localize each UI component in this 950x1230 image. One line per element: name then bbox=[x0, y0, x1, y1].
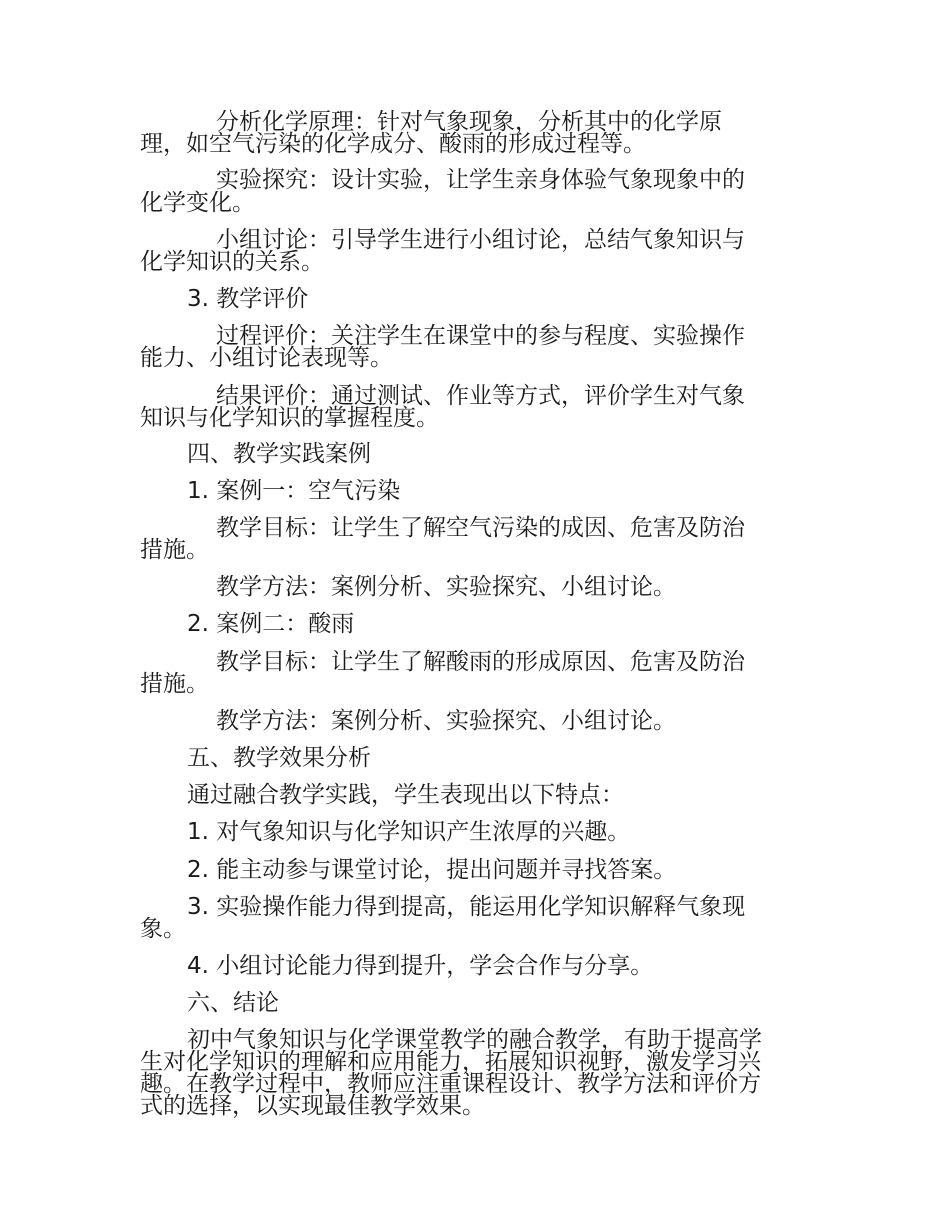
list-item: 1. 对气象知识与化学知识产生浓厚的兴趣。 bbox=[187, 819, 631, 845]
text-line: 知识与化学知识的掌握程度。 bbox=[140, 405, 439, 431]
text-line: 教学目标：让学生了解酸雨的形成原因、危害及防治 bbox=[216, 649, 745, 675]
list-item: 3. 实验操作能力得到提高，能运用化学知识解释气象现 bbox=[187, 894, 746, 920]
text-line: 生对化学知识的理解和应用能力，拓展知识视野，激发学习兴 bbox=[140, 1049, 761, 1075]
text-line: 结果评价：通过测试、作业等方式，评价学生对气象 bbox=[216, 383, 745, 409]
list-item: 4. 小组讨论能力得到提升，学会合作与分享。 bbox=[187, 953, 654, 979]
section-heading: 五、教学效果分析 bbox=[187, 745, 371, 771]
text-line: 通过融合教学实践，学生表现出以下特点： bbox=[187, 782, 624, 808]
text-line: 措施。 bbox=[140, 671, 209, 697]
text-line: 能力、小组讨论表现等。 bbox=[140, 345, 393, 371]
list-heading: 2. 案例二：酸雨 bbox=[187, 611, 355, 637]
text-line: 教学方法：案例分析、实验探究、小组讨论。 bbox=[216, 708, 676, 734]
text-line: 分析化学原理：针对气象现象，分析其中的化学原 bbox=[216, 109, 722, 135]
text-line: 化学变化。 bbox=[140, 190, 255, 216]
text-line: 过程评价：关注学生在课堂中的参与程度、实验操作 bbox=[216, 323, 745, 349]
section-heading: 四、教学实践案例 bbox=[187, 441, 371, 467]
list-heading: 1. 案例一：空气污染 bbox=[187, 478, 401, 504]
text-line: 式的选择，以实现最佳教学效果。 bbox=[140, 1093, 485, 1119]
list-item: 2. 能主动参与课堂讨论，提出问题并寻找答案。 bbox=[187, 857, 677, 883]
text-line: 教学目标：让学生了解空气污染的成因、危害及防治 bbox=[216, 515, 745, 541]
text-line: 化学知识的关系。 bbox=[140, 249, 324, 275]
text-line: 措施。 bbox=[140, 537, 209, 563]
text-line: 初中气象知识与化学课堂教学的融合教学，有助于提高学 bbox=[187, 1027, 762, 1053]
section-heading: 六、结论 bbox=[187, 990, 279, 1016]
text-line: 教学方法：案例分析、实验探究、小组讨论。 bbox=[216, 574, 676, 600]
text-line: 趣。在教学过程中，教师应注重课程设计、教学方法和评价方 bbox=[140, 1071, 761, 1097]
text-line: 实验探究：设计实验，让学生亲身体验气象现象中的 bbox=[216, 167, 745, 193]
list-heading: 3. 教学评价 bbox=[187, 286, 309, 312]
text-line: 象。 bbox=[140, 916, 186, 942]
text-line: 理，如空气污染的化学成分、酸雨的形成过程等。 bbox=[140, 131, 646, 157]
text-line: 小组讨论：引导学生进行小组讨论，总结气象知识与 bbox=[216, 227, 745, 253]
